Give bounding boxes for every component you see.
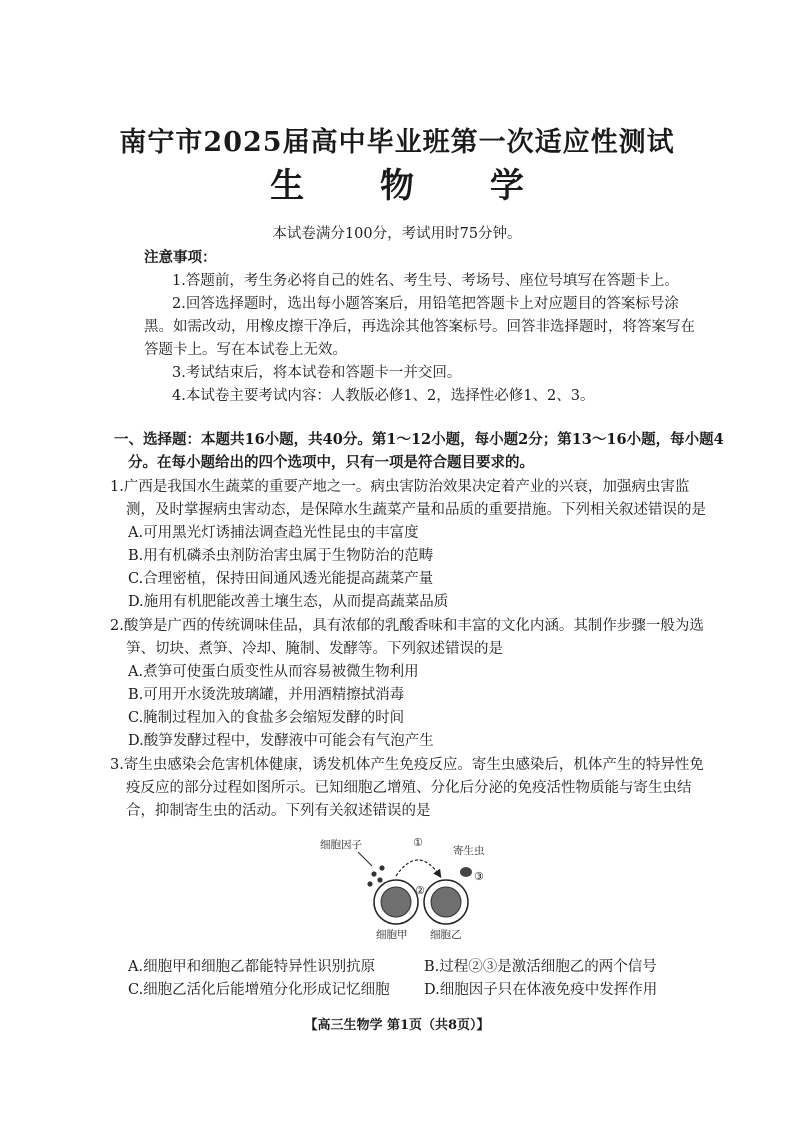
step-3-label: ③	[474, 870, 484, 883]
question-stem: 测，及时掌握病虫害动态，是保障水生蔬菜产量和品质的重要措施。下列相关叙述错误的是	[126, 502, 706, 518]
notice-line: 黑。如需改动，用橡皮擦干净后，再选涂其他答案标号。回答非选择题时，将答案写在	[144, 319, 695, 335]
page-footer: 【高三生物学 第1页（共8页）】	[304, 1018, 490, 1033]
label-pointer	[358, 852, 372, 866]
option-c: C.细胞乙活化后能增殖分化形成记忆细胞	[128, 982, 390, 998]
step-1-label: ①	[413, 836, 423, 849]
step-2-label: ②	[415, 884, 425, 897]
label-cytokine: 细胞因子	[320, 839, 362, 851]
question-stem: 2.酸笋是广西的传统调味佳品，具有浓郁的乳酸香味和丰富的文化内涵。其制作步骤一般为选	[110, 618, 704, 634]
notice-line: 4.本试卷主要考试内容：人教版必修1、2，选择性必修1、2、3。	[172, 388, 595, 404]
cell-a-nucleus	[381, 887, 411, 917]
score-info: 本试卷满分100分，考试用时75分钟。	[272, 226, 522, 242]
exam-title: 南宁市2025届高中毕业班第一次适应性测试	[119, 127, 675, 158]
option-b: B.可用开水烫洗玻璃罐，并用酒精擦拭消毒	[128, 687, 405, 703]
notice-heading: 注意事项：	[144, 249, 217, 266]
label-cell-b: 细胞乙	[430, 929, 462, 941]
option-c: C.合理密植，保持田间通风透光能提高蔬菜产量	[128, 571, 434, 587]
option-d: D.细胞因子只在体液免疫中发挥作用	[424, 982, 658, 998]
option-a: A.煮笋可使蛋白质变性从而容易被微生物利用	[128, 664, 419, 680]
option-c: C.腌制过程加入的食盐多会缩短发酵的时间	[128, 710, 405, 726]
cytokine-dot	[371, 871, 376, 876]
cytokine-dot	[379, 865, 384, 870]
notice-line: 答题卡上。写在本试卷上无效。	[144, 342, 347, 358]
question-stem: 疫反应的部分过程如图所示。已知细胞乙增殖、分化后分泌的免疫活性物质能与寄生虫结	[126, 780, 692, 796]
process-1-arrow	[396, 860, 440, 876]
option-b: B.过程②③是激活细胞乙的两个信号	[424, 959, 657, 975]
label-parasite: 寄生虫	[453, 845, 485, 857]
question-stem: 1.广西是我国水生蔬菜的重要产地之一。病虫害防治效果决定着产业的兴衰，加强病虫害监	[110, 479, 690, 495]
option-a: A.细胞甲和细胞乙都能特异性识别抗原	[128, 959, 376, 975]
cytokine-dot	[367, 881, 372, 886]
section-heading: 分。在每小题给出的四个选项中，只有一项是符合题目要求的。	[128, 454, 534, 471]
subject-title: 生 物 学	[270, 166, 556, 206]
question-stem: 笋、切块、煮笋、冷却、腌制、发酵等。下列叙述错误的是	[126, 641, 503, 657]
option-d: D.施用有机肥能改善土壤生态，从而提高蔬菜品质	[128, 594, 449, 610]
question-stem: 合，抑制寄生虫的活动。下列有关叙述错误的是	[126, 803, 431, 819]
notice-line: 3.考试结束后，将本试卷和答题卡一并交回。	[172, 365, 462, 381]
section-heading: 一、选择题：本题共16小题，共40分。第1～12小题，每小题2分；第13～16小题，每小题4	[114, 431, 724, 448]
option-d: D.酸笋发酵过程中，发酵液中可能会有气泡产生	[128, 733, 434, 749]
notice-line: 1.答题前，考生务必将自己的姓名、考生号、考场号、座位号填写在答题卡上。	[172, 273, 679, 289]
notice-line: 2.回答选择题时，选出每小题答案后，用铅笔把答题卡上对应题目的答案标号涂	[172, 296, 679, 312]
option-a: A.可用黑光灯诱捕法调查趋光性昆虫的丰富度	[128, 525, 419, 541]
cytokine-dot	[377, 877, 382, 882]
parasite-shape	[460, 867, 472, 877]
immune-diagram	[318, 832, 508, 944]
option-b: B.用有机磷杀虫剂防治害虫属于生物防治的范畴	[128, 548, 434, 564]
label-cell-a: 细胞甲	[376, 929, 408, 941]
question-stem: 3.寄生虫感染会危害机体健康，诱发机体产生免疫反应。寄生虫感染后，机体产生的特异性免	[110, 757, 704, 773]
cell-b-nucleus	[431, 887, 461, 917]
